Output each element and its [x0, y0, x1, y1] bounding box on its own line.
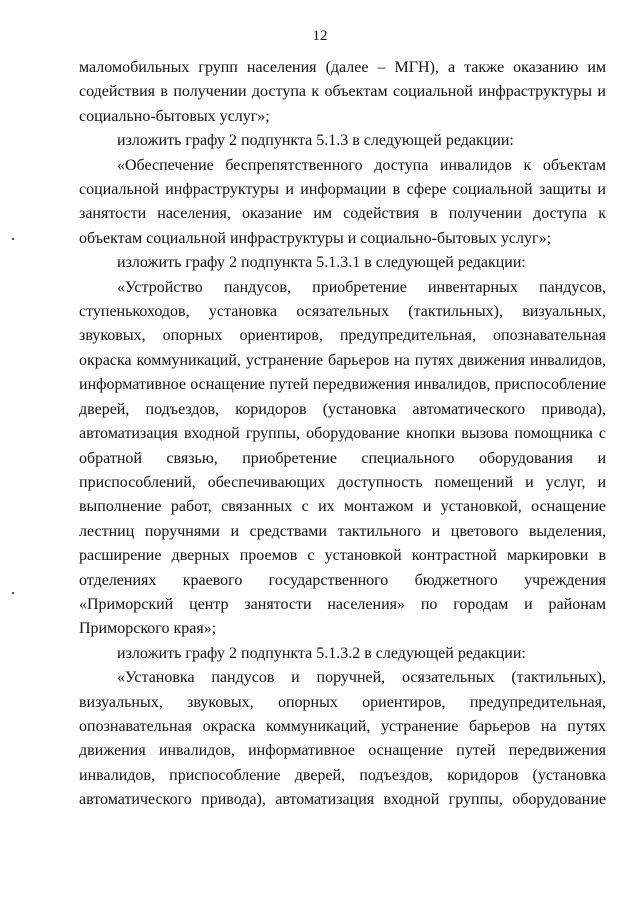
paragraph-quote-5-1-3-1: «Устройство пандусов, приобретение инвентарных пандусов, ступенькоходов, установка осязательных (тактильных), визуальных, звуковых, опорных ориентиров, предупредительная, опознавательная окраска коммуникаций, устранение барьеров на путях движения инвалидов, информативное оснащение путей передвижения инвалидов, приспособление дверей, подъездов, коридоров (установка автоматического привода), автоматизация входной группы, оборудование кнопки вызова помощника с обратной связью, приобретение специального оборудования и приспособлений, обеспечивающих доступность помещений и услуг, и выполнение работ, связанных с их монтажом и установкой, оснащение лестниц поручнями и средствами тактильного и цветового выделения, расширение дверных проемов с установкой контрастной маркировки в отделениях краевого государственного бюджетного учреждения «Приморский центр занятости населения» по городам и районам Приморского края»;: [79, 278, 606, 638]
paragraph-quote-5-1-3-2: «Установка пандусов и поручней, осязательных (тактильных), визуальных, звуковых, опорных ориентиров, предупредительная, опознавательная окраска коммуникаций, устранение барьеров на путях движения инвалидов, информативное оснащение путей передвижения инвалидов, приспособление дверей, подъездов, коридоров (установка автоматического привода), автоматизация входной группы, оборудование: [79, 669, 606, 809]
paragraph-quote-5-1-3: «Обеспечение беспрепятственного доступа инвалидов к объектам социальной инфраструктуры и информации в сфере социальной защиты и занятости населения, оказание им содействия в получении доступа к объектам социальной инфраструктуры и социально-бытовых услуг»;: [79, 156, 606, 247]
document-body: [79, 56, 606, 813]
paragraph-instruction-5-1-3-2: изложить графу 2 подпункта 5.1.3.2 в следующей редакции:: [117, 644, 526, 662]
paragraph-continuation: маломобильных групп населения (далее – МГН), а также оказанию им содействия в получении доступа к объектам социальной инфраструктуры и социально-бытовых услуг»;: [79, 59, 606, 125]
page-number: 12: [312, 28, 328, 44]
paragraph-instruction-5-1-3-1: изложить графу 2 подпункта 5.1.3.1 в следующей редакции:: [117, 254, 526, 272]
scan-speck: [12, 238, 14, 240]
scan-speck: [12, 592, 14, 594]
paragraph-instruction-5-1-3: изложить графу 2 подпункта 5.1.3 в следующей редакции:: [117, 132, 514, 150]
